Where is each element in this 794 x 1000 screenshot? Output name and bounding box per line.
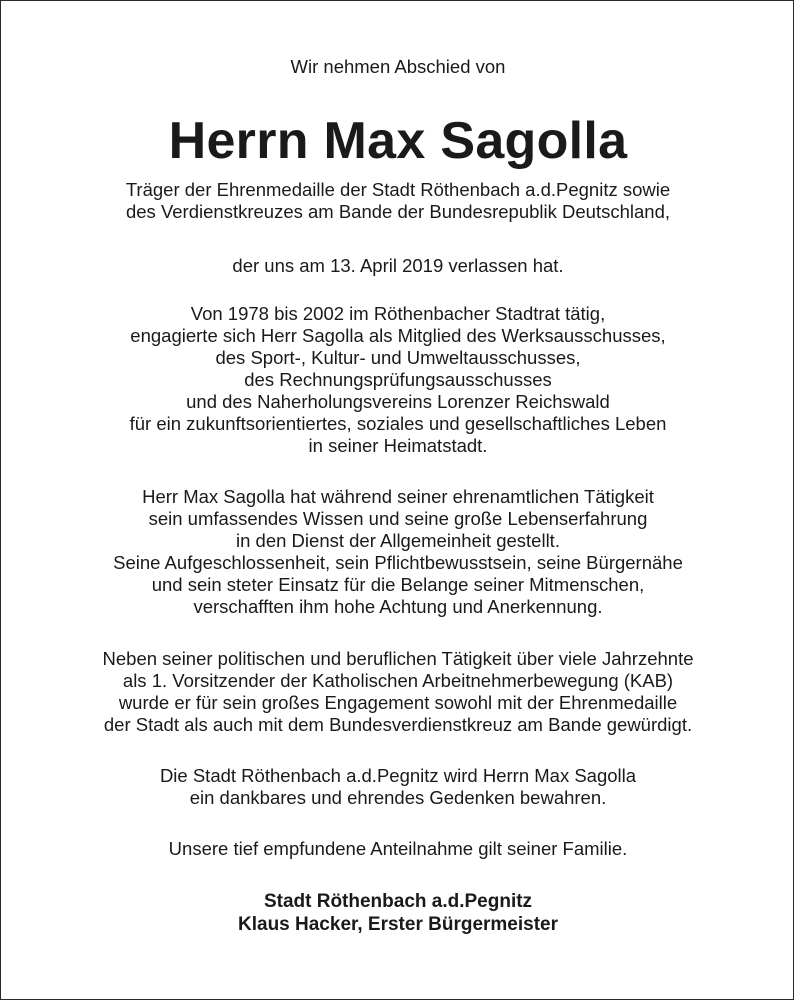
paragraph3-line-2: als 1. Vorsitzender der Katholischen Arbeitnehmerbewegung (KAB) [122, 670, 674, 691]
paragraph2-line-1: Herr Max Sagolla hat während seiner ehrenamtlichen Tätigkeit [142, 486, 654, 507]
paragraph1-line-3: des Sport-, Kultur- und Umweltausschusses, [215, 347, 581, 368]
honors-line-2: des Verdienstkreuzes am Bande der Bundesrepublik Deutschland, [125, 201, 671, 222]
honors-line-1: Träger der Ehrenmedaille der Stadt Röthenbach a.d.Pegnitz sowie [125, 179, 671, 200]
paragraph1-line-6: für ein zukunftsorientiertes, soziales und gesellschaftliches Leben [129, 413, 667, 434]
paragraph1-line-5: und des Naherholungsvereins Lorenzer Reichswald [186, 391, 610, 412]
paragraph4-line-1: Die Stadt Röthenbach a.d.Pegnitz wird Herrn Max Sagolla [159, 765, 637, 786]
paragraph4-line-2: ein dankbares und ehrendes Gedenken bewahren. [189, 787, 607, 808]
paragraph2-line-3: in den Dienst der Allgemeinheit gestellt. [236, 530, 560, 551]
paragraph3-line-4: der Stadt als auch mit dem Bundesverdienstkreuz am Bande gewürdigt. [103, 714, 693, 735]
intro-line: Wir nehmen Abschied von [290, 56, 506, 77]
paragraph1-line-4: des Rechnungsprüfungsausschusses [244, 369, 552, 390]
paragraph2-line-6: verschafften ihm hohe Achtung und Anerkennung. [193, 596, 603, 617]
paragraph2-line-5: und sein steter Einsatz für die Belange seiner Mitmenschen, [151, 574, 645, 595]
deceased-name: Herrn Max Sagolla [168, 112, 628, 170]
signature-organization: Stadt Röthenbach a.d.Pegnitz [263, 891, 533, 912]
signature-mayor: Klaus Hacker, Erster Bürgermeister [238, 914, 558, 935]
paragraph1-line-2: engagierte sich Herr Sagolla als Mitglied des Werksausschusses, [130, 325, 666, 346]
condolence-line: Unsere tief empfundene Anteilnahme gilt seiner Familie. [168, 838, 628, 859]
paragraph2-line-2: sein umfassendes Wissen und seine große Lebenserfahrung [148, 508, 648, 529]
paragraph3-line-3: wurde er für sein großes Engagement sowohl mit der Ehrenmedaille [118, 692, 678, 713]
paragraph2-line-4: Seine Aufgeschlossenheit, sein Pflichtbewusstsein, seine Bürgernähe [113, 552, 683, 573]
paragraph1-line-7: in seiner Heimatstadt. [308, 435, 488, 456]
paragraph1-line-1: Von 1978 bis 2002 im Röthenbacher Stadtrat tätig, [190, 303, 606, 324]
date-line: der uns am 13. April 2019 verlassen hat. [232, 255, 564, 276]
paragraph3-line-1: Neben seiner politischen und beruflichen Tätigkeit über viele Jahrzehnte [102, 648, 694, 669]
